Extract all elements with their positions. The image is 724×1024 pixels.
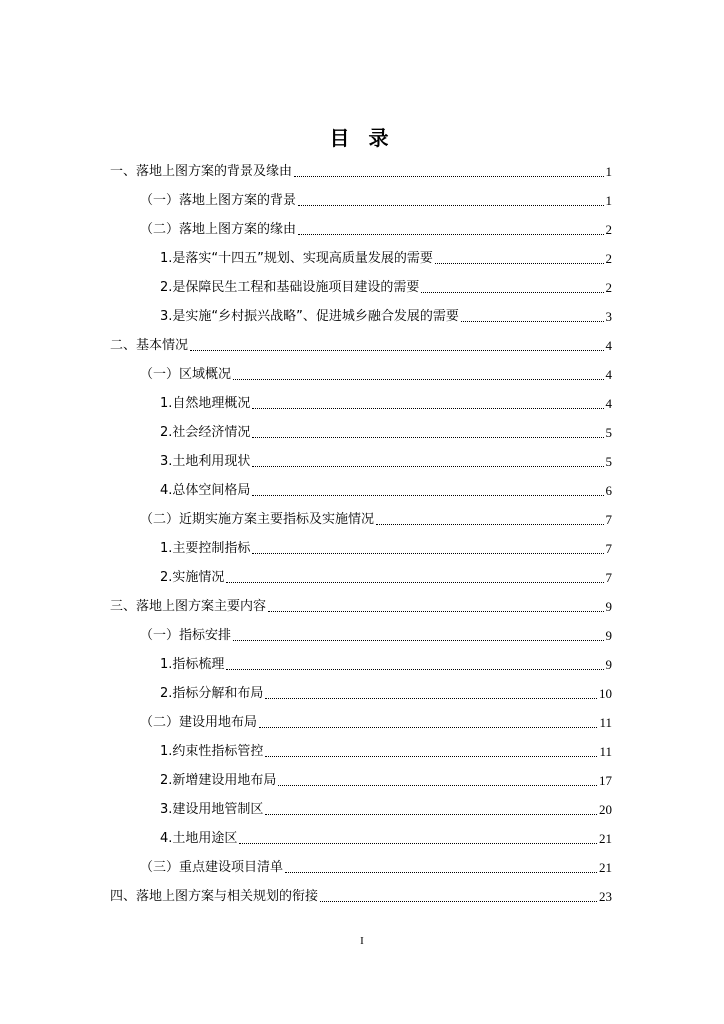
toc-entry-page: 1 [605,164,612,179]
toc-entry-label: 1.指标梳理 [160,657,225,672]
dot-leader [252,407,603,409]
toc-entry[interactable] [160,424,612,442]
dot-leader [252,465,603,467]
toc-entry[interactable] [160,308,612,326]
toc-entry[interactable] [110,163,612,181]
dot-leader [376,523,603,525]
toc-entry[interactable] [160,830,612,848]
toc-entry-label: 1.是落实“十四五”规划、实现高质量发展的需要 [160,251,433,266]
dot-leader [252,494,603,496]
toc-title: 目 录 [329,126,395,150]
toc-entry-label: 1.主要控制指标 [160,541,251,556]
toc-entry-page: 7 [605,512,612,527]
toc-entry-page: 4 [605,367,612,382]
toc-entry-label: 2.指标分解和布局 [160,686,264,701]
toc-entry[interactable] [160,569,612,587]
toc-entry-page: 6 [605,483,612,498]
toc-entry[interactable] [140,627,612,645]
dot-leader [298,233,603,235]
toc-entry-label: 2.是保障民生工程和基础设施项目建设的需要 [160,280,420,295]
toc-entry[interactable] [160,772,612,790]
toc-entry-label: 2.社会经济情况 [160,425,251,440]
toc-entry[interactable] [160,453,612,471]
dot-leader [265,755,597,757]
toc-entry-label: （一）指标安排 [140,628,232,643]
toc-entry-page: 5 [605,425,612,440]
toc-entry-page: 2 [605,251,612,266]
toc-entry[interactable] [160,279,612,297]
toc-entry-page: 9 [605,599,612,614]
dot-leader [298,204,603,206]
toc-entry-page: 4 [605,338,612,353]
dot-leader [252,436,603,438]
toc-entry-label: （三）重点建设项目清单 [140,860,284,875]
toc-entry[interactable] [140,221,612,239]
dot-leader [294,175,603,177]
toc-entry-label: （二）建设用地布局 [140,715,258,730]
dot-leader [233,639,603,641]
toc-entry-page: 21 [599,831,612,846]
toc-entry-page: 2 [605,222,612,237]
toc-entry-label: 一、落地上图方案的背景及缘由 [110,164,293,179]
toc-entry-label: 三、落地上图方案主要内容 [110,599,267,614]
toc-entry-page: 10 [599,686,612,701]
dot-leader [268,610,603,612]
dot-leader [435,262,604,264]
toc-entry-page: 5 [605,454,612,469]
toc-entry-page: 4 [605,396,612,411]
toc-entry[interactable] [160,395,612,413]
toc-entry[interactable] [160,743,612,761]
toc-entry[interactable] [110,888,612,906]
toc-entry[interactable] [140,192,612,210]
toc-entry-page: 9 [605,628,612,643]
toc-entry-label: 3.土地利用现状 [160,454,251,469]
dot-leader [233,378,603,380]
toc-entry-page: 17 [599,773,612,788]
page-number: I [360,935,364,947]
toc-entry-page: 11 [599,715,612,730]
dot-leader [320,900,597,902]
toc-entry-label: 4.土地用途区 [160,831,238,846]
toc-entry-label: 1.自然地理概况 [160,396,251,411]
toc-entry-label: 3.建设用地管制区 [160,802,264,817]
dot-leader [278,784,597,786]
toc-entry-page: 21 [599,860,612,875]
toc-entry[interactable] [140,366,612,384]
toc-entry[interactable] [160,540,612,558]
dot-leader [259,726,597,728]
toc-entry-page: 7 [605,541,612,556]
dot-leader [190,349,603,351]
toc-entry-label: 二、基本情况 [110,338,189,353]
dot-leader [421,291,603,293]
toc-entry-label: 4.总体空间格局 [160,483,251,498]
toc-entry-page: 20 [599,802,612,817]
dot-leader [226,668,603,670]
toc-entry-page: 9 [605,657,612,672]
toc-entry-page: 1 [605,193,612,208]
toc-entry-label: （二）落地上图方案的缘由 [140,222,297,237]
toc-entry[interactable] [140,511,612,529]
dot-leader [226,581,603,583]
toc-entry[interactable] [160,801,612,819]
dot-leader [239,842,597,844]
dot-leader [285,871,597,873]
toc-entry-label: （二）近期实施方案主要指标及实施情况 [140,512,375,527]
toc-entry[interactable] [160,482,612,500]
toc-entry[interactable] [140,714,612,732]
toc-entry-page: 11 [599,744,612,759]
dot-leader [252,552,603,554]
toc-entry-page: 3 [605,309,612,324]
toc-entry[interactable] [160,685,612,703]
toc-entry-label: 3.是实施“乡村振兴战略”、促进城乡融合发展的需要 [160,309,459,324]
dot-leader [265,813,597,815]
toc-entry-page: 7 [605,570,612,585]
toc-entry[interactable] [160,250,612,268]
toc-entry-page: 23 [599,889,612,904]
dot-leader [265,697,597,699]
toc-entry-label: （一）落地上图方案的背景 [140,193,297,208]
toc-entry-label: 四、落地上图方案与相关规划的衔接 [110,889,319,904]
dot-leader [461,320,604,322]
toc-entry[interactable] [110,337,612,355]
toc-entry[interactable] [160,656,612,674]
toc-entry-label: （一）区域概况 [140,367,232,382]
toc-entry[interactable] [140,859,612,877]
toc-entry[interactable] [110,598,612,616]
toc-entry-page: 2 [605,280,612,295]
toc-entry-label: 1.约束性指标管控 [160,744,264,759]
toc-entry-label: 2.实施情况 [160,570,225,585]
toc-entry-label: 2.新增建设用地布局 [160,773,277,788]
